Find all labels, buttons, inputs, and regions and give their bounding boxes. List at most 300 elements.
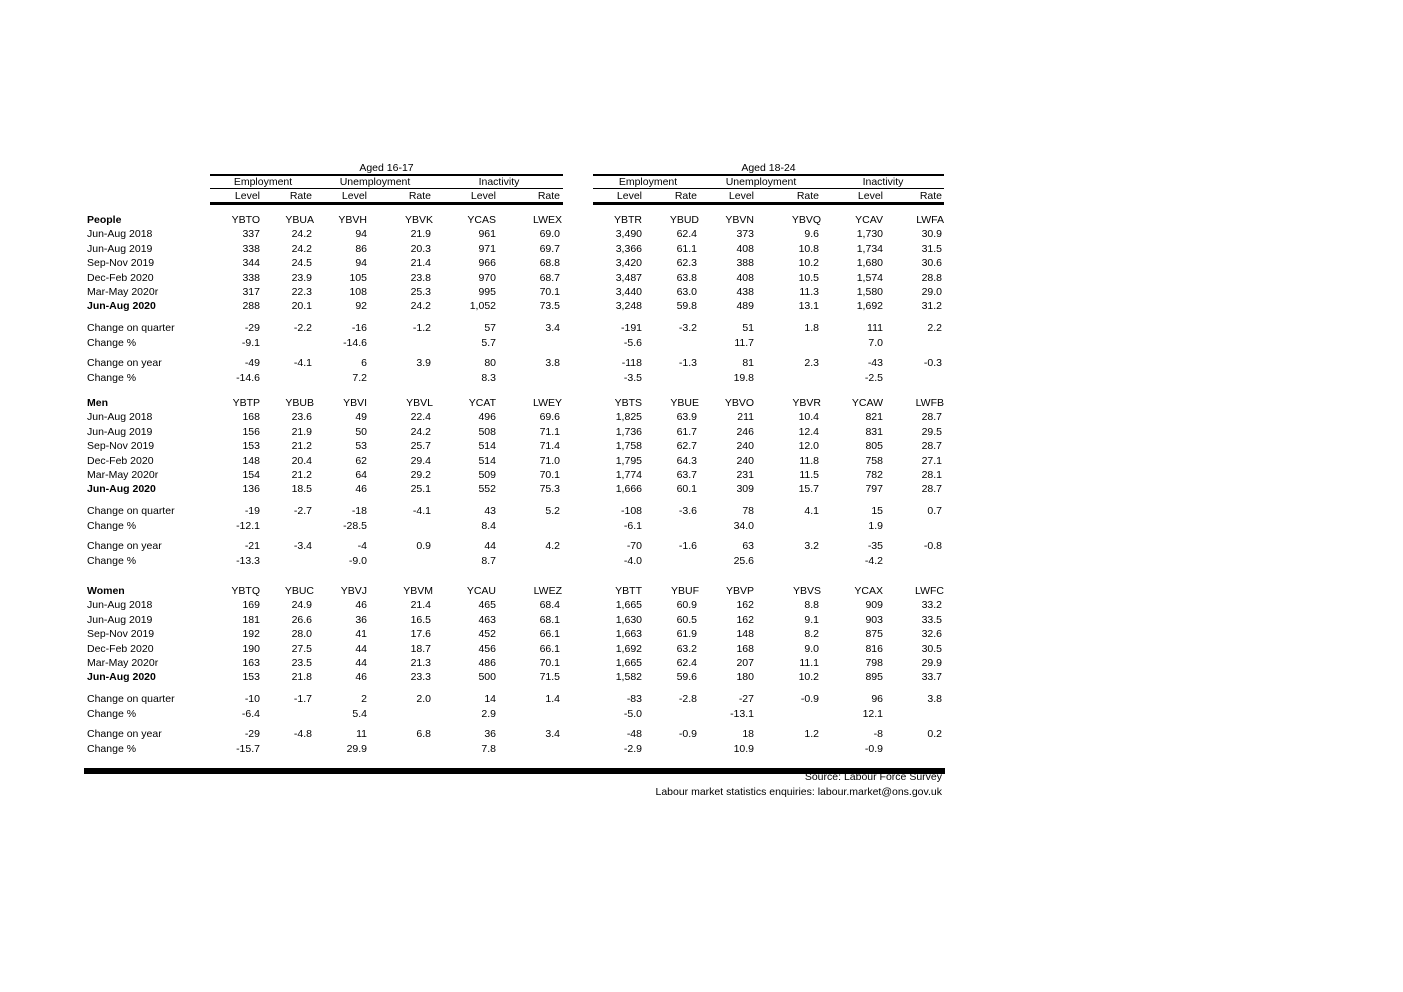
data-cell: 21.3 — [410, 657, 431, 669]
data-cell: 49 — [355, 411, 367, 424]
data-cell: 909 — [865, 599, 883, 612]
series-code: LWFA — [916, 214, 944, 226]
data-cell: 1,692 — [615, 642, 642, 655]
data-cell: 33.2 — [921, 599, 942, 612]
subgroup-header: Inactivity — [862, 176, 904, 188]
series-code: LWFC — [915, 585, 944, 597]
change-cell: 3.8 — [927, 692, 942, 705]
data-cell: 3,366 — [615, 242, 642, 255]
data-cell: 41 — [355, 628, 367, 641]
data-cell: 309 — [736, 483, 754, 496]
change-cell: 0.9 — [416, 539, 431, 552]
subgroup-header: Employment — [618, 176, 678, 188]
data-cell: 317 — [242, 286, 260, 298]
data-cell: 1,665 — [615, 599, 642, 612]
data-cell: 28.7 — [921, 483, 942, 496]
change-cell: 2.3 — [804, 356, 819, 369]
data-cell: 1,774 — [615, 469, 642, 481]
data-cell: 1,580 — [856, 286, 883, 298]
column-header: Level — [341, 190, 367, 202]
data-cell: 3,248 — [615, 300, 642, 313]
data-cell: 23.3 — [410, 671, 431, 684]
change-cell: -83 — [626, 692, 642, 705]
change-cell: -1.7 — [293, 692, 312, 705]
row-label: Sep-Nov 2019 — [87, 257, 155, 270]
series-code: YCAX — [854, 585, 883, 597]
data-cell: 44 — [355, 642, 367, 655]
data-cell: 1,795 — [615, 454, 642, 467]
data-cell: 438 — [736, 286, 754, 298]
series-code: YBUC — [284, 585, 314, 597]
data-cell: 73.5 — [539, 300, 560, 313]
data-cell: 408 — [736, 242, 754, 255]
data-cell: 63.0 — [676, 286, 697, 298]
change-cell: 80 — [484, 356, 496, 369]
change-cell: 3.4 — [545, 727, 560, 740]
change-cell: -29 — [244, 727, 260, 740]
change-cell: -15.7 — [236, 742, 260, 755]
data-cell: 30.5 — [921, 642, 942, 655]
data-cell: 169 — [242, 599, 260, 612]
data-cell: 63.9 — [676, 411, 697, 424]
data-cell: 53 — [355, 440, 367, 453]
change-cell: -8 — [873, 727, 883, 740]
data-cell: 3,487 — [615, 271, 642, 284]
data-cell: 25.7 — [410, 440, 431, 453]
group-header: Aged 16-17 — [359, 162, 414, 174]
series-code: YBTP — [232, 397, 260, 409]
data-cell: 162 — [736, 599, 754, 612]
change-cell: -4.1 — [412, 504, 431, 517]
data-cell: 16.5 — [410, 613, 431, 626]
row-label: Mar-May 2020r — [87, 657, 159, 669]
data-cell: 92 — [355, 300, 367, 313]
data-cell: 181 — [242, 613, 260, 626]
data-cell: 3,440 — [615, 286, 642, 298]
change-cell: -4 — [357, 539, 367, 552]
change-cell: 81 — [742, 356, 754, 369]
subgroup-header: Unemployment — [339, 176, 411, 188]
change-cell: 7.8 — [481, 742, 496, 755]
change-cell: -118 — [621, 356, 642, 369]
section-title: People — [87, 214, 122, 226]
data-cell: 71.1 — [539, 425, 560, 438]
row-label: Mar-May 2020r — [87, 286, 159, 298]
data-cell: 29.2 — [410, 469, 431, 481]
series-code: YBVH — [338, 214, 367, 226]
change-cell: 29.9 — [346, 742, 367, 755]
data-cell: 1,758 — [615, 440, 642, 453]
change-cell: -28.5 — [343, 519, 367, 532]
data-cell: 66.1 — [539, 628, 560, 641]
data-cell: 831 — [865, 425, 883, 438]
data-cell: 162 — [736, 613, 754, 626]
data-cell: 24.2 — [410, 425, 431, 438]
series-code: LWEZ — [533, 585, 562, 597]
series-code: YBVL — [406, 397, 433, 409]
row-label: Dec-Feb 2020 — [87, 454, 154, 467]
change-cell: 5.4 — [352, 707, 367, 720]
data-cell: 68.8 — [539, 257, 560, 270]
series-code: YBVM — [403, 585, 433, 597]
data-cell: 23.9 — [291, 271, 312, 284]
change-label: Change on quarter — [87, 692, 175, 705]
data-cell: 514 — [478, 454, 496, 467]
change-cell: -3.5 — [623, 371, 642, 384]
change-cell: -4.8 — [293, 727, 312, 740]
data-cell: 71.4 — [539, 440, 560, 453]
change-cell: 36 — [484, 727, 496, 740]
subgroup-header: Unemployment — [725, 176, 797, 188]
data-cell: 1,692 — [856, 300, 883, 313]
data-cell: 69.0 — [539, 228, 560, 241]
data-cell: 514 — [478, 440, 496, 453]
data-cell: 805 — [865, 440, 883, 453]
data-cell: 18.5 — [291, 483, 312, 496]
series-code: YBVS — [792, 585, 821, 597]
change-label: Change % — [87, 371, 137, 384]
data-cell: 463 — [478, 613, 496, 626]
data-cell: 68.7 — [539, 271, 560, 284]
data-cell: 61.9 — [676, 628, 697, 641]
change-cell: -3.2 — [678, 321, 697, 334]
change-cell: -5.0 — [623, 707, 642, 720]
data-cell: 25.1 — [410, 483, 431, 496]
change-cell: -13.1 — [730, 707, 754, 720]
data-cell: 154 — [242, 469, 260, 481]
data-cell: 28.7 — [921, 440, 942, 453]
data-cell: 29.4 — [410, 454, 431, 467]
series-code: YBUA — [285, 214, 314, 226]
change-cell: 3.9 — [416, 356, 431, 369]
change-cell: 2.2 — [927, 321, 942, 334]
data-cell: 44 — [355, 657, 367, 669]
data-cell: 452 — [478, 628, 496, 641]
data-cell: 509 — [478, 469, 496, 481]
data-cell: 21.2 — [291, 469, 312, 481]
series-code: YBVK — [404, 214, 433, 226]
data-cell: 24.5 — [291, 257, 312, 270]
data-cell: 9.0 — [804, 642, 819, 655]
change-cell: 7.0 — [868, 336, 883, 349]
data-cell: 388 — [736, 257, 754, 270]
data-cell: 1,734 — [856, 242, 883, 255]
data-cell: 70.1 — [539, 286, 560, 298]
data-cell: 13.1 — [798, 300, 819, 313]
data-cell: 21.4 — [410, 257, 431, 270]
data-cell: 26.6 — [291, 613, 312, 626]
data-cell: 30.6 — [921, 257, 942, 270]
row-label: Jun-Aug 2019 — [87, 425, 153, 438]
change-cell: 5.7 — [481, 336, 496, 349]
data-cell: 60.9 — [676, 599, 697, 612]
data-cell: 70.1 — [539, 657, 560, 669]
change-cell: -4.0 — [623, 554, 642, 567]
data-cell: 62.3 — [676, 257, 697, 270]
data-cell: 28.8 — [921, 271, 942, 284]
data-cell: 18.7 — [410, 642, 431, 655]
data-cell: 31.2 — [921, 300, 942, 313]
data-cell: 24.2 — [291, 242, 312, 255]
data-cell: 33.7 — [921, 671, 942, 684]
change-cell: 44 — [484, 539, 496, 552]
data-cell: 1,630 — [615, 613, 642, 626]
data-cell: 24.2 — [291, 228, 312, 241]
data-cell: 136 — [242, 483, 260, 496]
data-cell: 61.7 — [676, 425, 697, 438]
change-cell: 1.9 — [868, 519, 883, 532]
data-cell: 344 — [242, 257, 260, 270]
data-cell: 338 — [242, 271, 260, 284]
series-code: YBVJ — [340, 585, 367, 597]
data-cell: 24.9 — [291, 599, 312, 612]
change-cell: -0.9 — [800, 692, 819, 705]
change-label: Change on year — [87, 356, 162, 369]
data-cell: 1,825 — [615, 411, 642, 424]
change-cell: -4.1 — [293, 356, 312, 369]
data-cell: 1,736 — [615, 425, 642, 438]
series-code: YBTS — [614, 397, 642, 409]
data-cell: 156 — [242, 425, 260, 438]
data-cell: 240 — [736, 454, 754, 467]
data-cell: 10.5 — [798, 271, 819, 284]
data-cell: 508 — [478, 425, 496, 438]
series-code: LWEY — [533, 397, 562, 409]
change-label: Change % — [87, 336, 137, 349]
data-cell: 338 — [242, 242, 260, 255]
change-cell: -0.8 — [923, 539, 942, 552]
column-header: Rate — [796, 190, 819, 202]
change-cell: -70 — [626, 539, 642, 552]
section-title: Women — [87, 585, 125, 597]
change-cell: -19 — [244, 504, 260, 517]
data-cell: 28.7 — [921, 411, 942, 424]
data-cell: 86 — [355, 242, 367, 255]
series-code: YBTT — [615, 585, 642, 597]
row-label: Mar-May 2020r — [87, 469, 159, 481]
data-cell: 63.2 — [676, 642, 697, 655]
data-cell: 995 — [478, 286, 496, 298]
data-cell: 94 — [355, 257, 367, 270]
change-cell: -191 — [620, 321, 642, 334]
data-cell: 1,666 — [615, 483, 642, 496]
data-cell: 59.8 — [676, 300, 697, 313]
change-cell: -1.3 — [678, 356, 697, 369]
data-cell: 288 — [242, 300, 260, 313]
column-header: Rate — [408, 190, 431, 202]
row-label: Jun-Aug 2018 — [87, 599, 153, 612]
series-code: YCAV — [855, 214, 883, 226]
series-code: YBTO — [231, 214, 260, 226]
data-cell: 20.4 — [291, 454, 312, 467]
data-cell: 60.5 — [676, 613, 697, 626]
data-cell: 11.5 — [799, 469, 819, 481]
change-cell: -2.5 — [864, 371, 883, 384]
series-code: YCAS — [467, 214, 496, 226]
row-label: Dec-Feb 2020 — [87, 271, 154, 284]
data-cell: 180 — [736, 671, 754, 684]
series-code: YBVN — [725, 214, 754, 226]
change-cell: -2.8 — [678, 692, 697, 705]
change-cell: 57 — [484, 321, 496, 334]
data-cell: 3,490 — [615, 228, 642, 241]
change-cell: -2.7 — [293, 504, 312, 517]
change-cell: -29 — [244, 321, 260, 334]
series-code: YBTQ — [231, 585, 260, 597]
data-cell: 153 — [242, 671, 260, 684]
data-cell: 816 — [865, 642, 883, 655]
data-cell: 163 — [242, 657, 260, 669]
change-cell: 3.8 — [545, 356, 560, 369]
data-cell: 64.3 — [676, 454, 697, 467]
data-cell: 23.8 — [410, 271, 431, 284]
change-cell: -5.6 — [623, 336, 642, 349]
series-code: LWEX — [533, 214, 562, 226]
data-cell: 29.9 — [921, 657, 942, 669]
change-cell: -1.2 — [412, 321, 431, 334]
data-cell: 21.9 — [291, 425, 312, 438]
column-header: Level — [616, 190, 642, 202]
change-cell: 63 — [742, 539, 754, 552]
data-cell: 10.8 — [798, 242, 819, 255]
data-cell: 75.3 — [539, 483, 560, 496]
column-header: Rate — [289, 190, 312, 202]
data-cell: 895 — [865, 671, 883, 684]
data-cell: 17.6 — [410, 628, 431, 641]
data-cell: 489 — [736, 300, 754, 313]
series-code: YBVQ — [791, 214, 821, 226]
series-code: YCAT — [468, 397, 496, 409]
change-cell: 0.7 — [927, 504, 942, 517]
column-header: Level — [857, 190, 883, 202]
change-cell: -12.1 — [236, 519, 260, 532]
change-cell: 34.0 — [733, 519, 754, 532]
data-cell: 1,665 — [615, 657, 642, 669]
data-cell: 50 — [355, 425, 367, 438]
data-cell: 496 — [478, 411, 496, 424]
change-label: Change % — [87, 554, 137, 567]
data-cell: 68.4 — [539, 599, 560, 612]
data-cell: 29.0 — [921, 286, 942, 298]
row-label: Jun-Aug 2018 — [87, 228, 153, 241]
change-cell: 2 — [361, 692, 367, 705]
change-cell: 8.4 — [481, 519, 496, 532]
data-cell: 10.2 — [798, 257, 819, 270]
change-cell: -16 — [351, 321, 367, 334]
data-cell: 240 — [736, 440, 754, 453]
data-cell: 12.0 — [798, 440, 819, 453]
series-code: YBVP — [725, 585, 754, 597]
series-code: LWFB — [915, 397, 944, 409]
data-cell: 62.4 — [676, 657, 697, 669]
change-cell: -0.9 — [678, 727, 697, 740]
data-cell: 21.9 — [410, 228, 431, 241]
change-cell: 15 — [871, 504, 883, 517]
data-cell: 373 — [736, 228, 754, 241]
data-cell: 211 — [737, 411, 754, 424]
change-cell: 11.7 — [734, 336, 754, 349]
data-cell: 168 — [736, 642, 754, 655]
data-cell: 22.4 — [410, 411, 431, 424]
data-cell: 22.3 — [291, 286, 312, 298]
column-header: Level — [234, 190, 260, 202]
change-cell: 111 — [867, 321, 883, 334]
data-cell: 168 — [242, 411, 260, 424]
change-cell: -21 — [244, 539, 260, 552]
data-cell: 3,420 — [615, 257, 642, 270]
change-cell: -49 — [244, 356, 260, 369]
data-cell: 69.6 — [539, 411, 560, 424]
change-cell: 1.8 — [804, 321, 819, 334]
series-code: YBTR — [613, 214, 642, 226]
source-note: Source: Labour Force Survey — [804, 771, 942, 783]
change-cell: 10.9 — [733, 742, 754, 755]
header-bottom-rule — [210, 202, 563, 205]
change-label: Change on year — [87, 727, 162, 740]
change-cell: 3.4 — [545, 321, 560, 334]
data-cell: 465 — [478, 599, 496, 612]
data-cell: 23.6 — [291, 411, 312, 424]
data-cell: 797 — [865, 483, 883, 496]
data-cell: 12.4 — [798, 425, 819, 438]
group-header: Aged 18-24 — [741, 162, 796, 174]
change-cell: -13.3 — [236, 554, 260, 567]
row-label: Jun-Aug 2018 — [87, 411, 153, 424]
change-cell: 5.2 — [545, 504, 560, 517]
change-cell: 51 — [742, 321, 754, 334]
subgroup-header: Inactivity — [478, 176, 520, 188]
change-label: Change % — [87, 742, 137, 755]
change-cell: 7.2 — [352, 371, 367, 384]
change-cell: -108 — [620, 504, 642, 517]
change-cell: -0.9 — [864, 742, 883, 755]
data-cell: 63.8 — [676, 271, 697, 284]
data-cell: 875 — [865, 628, 883, 641]
change-cell: 96 — [871, 692, 883, 705]
data-cell: 62.7 — [676, 440, 697, 453]
change-cell: 12.1 — [862, 707, 883, 720]
header-bottom-rule — [593, 202, 944, 205]
change-cell: 0.2 — [927, 727, 942, 740]
row-label: Jun-Aug 2019 — [87, 613, 153, 626]
data-cell: 798 — [865, 657, 883, 669]
change-cell: -1.6 — [678, 539, 697, 552]
change-cell: -10 — [244, 692, 260, 705]
data-cell: 1,663 — [615, 628, 642, 641]
data-cell: 21.8 — [291, 671, 312, 684]
change-cell: 11 — [356, 727, 367, 740]
change-cell: 2.0 — [416, 692, 431, 705]
change-cell: 6.8 — [416, 727, 431, 740]
data-cell: 71.5 — [539, 671, 560, 684]
change-cell: -9.1 — [241, 336, 260, 349]
change-cell: 78 — [742, 504, 754, 517]
change-cell: -3.6 — [678, 504, 697, 517]
data-cell: 552 — [478, 483, 496, 496]
data-cell: 64 — [355, 469, 367, 481]
column-header: Rate — [919, 190, 942, 202]
data-cell: 94 — [355, 228, 367, 241]
data-cell: 337 — [242, 228, 260, 241]
data-cell: 1,574 — [856, 271, 883, 284]
data-cell: 15.7 — [798, 483, 819, 496]
data-cell: 148 — [736, 628, 754, 641]
data-cell: 11.8 — [799, 454, 819, 467]
data-cell: 36 — [355, 613, 367, 626]
series-code: YBVI — [343, 397, 367, 409]
data-cell: 9.6 — [804, 228, 819, 241]
data-cell: 60.1 — [676, 483, 697, 496]
